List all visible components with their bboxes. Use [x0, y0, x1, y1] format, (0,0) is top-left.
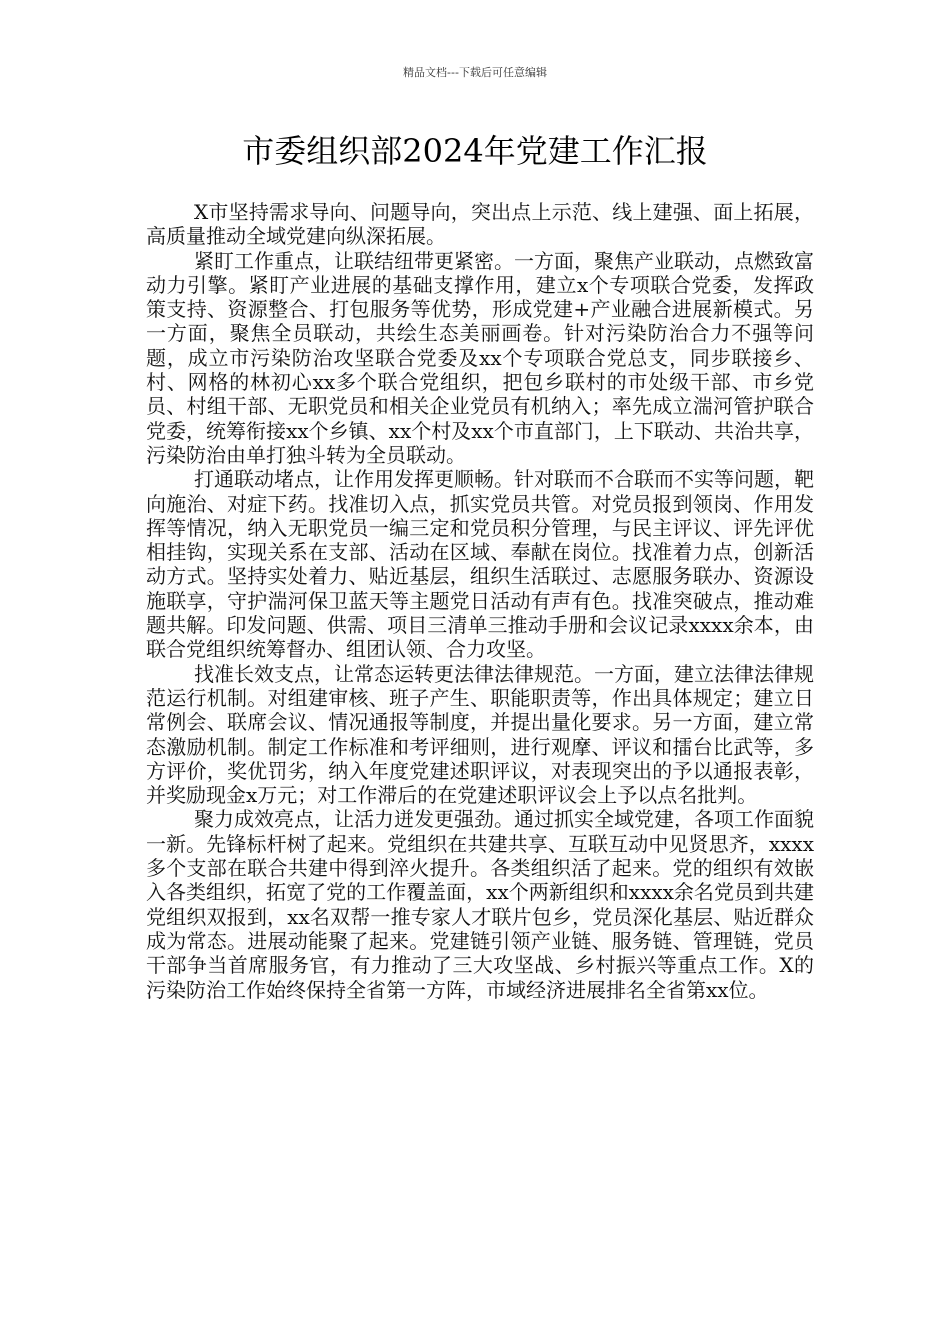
document-body: [146, 200, 814, 1002]
paragraph-intro: X市坚持需求导向、问题导向，突出点上示范、线上建强、面上拓展，高质量推动全域党建向纵深拓展。: [146, 200, 814, 249]
document-title: 市委组织部2024年党建工作汇报: [242, 132, 708, 170]
paragraph-linkage: 紧盯工作重点，让联结纽带更紧密。一方面，聚焦产业联动，点燃致富动力引擎。紧盯产业进展的基础支撑作用，建立x个专项联合党委，发挥政策支持、资源整合、打包服务等优势，形成党建+产业融合进展新模式。另一方面，聚焦全员联动，共绘生态美丽画卷。针对污染防治合力不强等问题，成立市污染防治攻坚联合党委及xx个专项联合党总支，同步联接乡、村、网格的林初心xx多个联合党组织，把包乡联村的市处级干部、市乡党员、村组干部、无职党员和相关企业党员有机纳入；率先成立湍河管护联合党委，统筹衔接xx个乡镇、xx个村及xx个市直部门，上下联动、共治共享，污染防治由单打独斗转为全员联动。: [146, 248, 814, 467]
paragraph-results: 聚力成效亮点，让活力迸发更强劲。通过抓实全域党建，各项工作面貌一新。先锋标杆树了起来。党组织在共建共享、互联互动中见贤思齐，xxxx多个支部在联合共建中得到淬火提升。各类组织活了起来。党的组织有效嵌入各类组织，拓宽了党的工作覆盖面，xx个两新组织和xxxx余名党员到共建党组织双报到，xx名双帮一推专家人才联片包乡，党员深化基层、贴近群众成为常态。进展动能聚了起来。党建链引领产业链、服务链、管理链，党员干部争当首席服务官，有力推动了三大攻坚战、乡村振兴等重点工作。X的污染防治工作始终保持全省第一方阵，市域经济进展排名全省第xx位。: [146, 807, 814, 1002]
paragraph-mechanism: 找准长效支点，让常态运转更法律法律规范。一方面，建立法律法律规范运行机制。对组建审核、班子产生、职能职责等，作出具体规定；建立日常例会、联席会议、情况通报等制度，并提出量化要求。另一方面，建立常态激励机制。制定工作标准和考评细则，进行观摩、评议和擂台比武等，多方评价，奖优罚劣，纳入年度党建述职评议，对表现突出的予以通报表彰，并奖励现金x万元；对工作滞后的在党建述职评议会上予以点名批判。: [146, 661, 814, 808]
paragraph-blockage: 打通联动堵点，让作用发挥更顺畅。针对联而不合联而不实等问题，靶向施治、对症下药。找准切入点，抓实党员共管。对党员报到领岗、作用发挥等情况，纳入无职党员一编三定和党员积分管理，与民主评议、评先评优相挂钩，实现关系在支部、活动在区域、奉献在岗位。找准着力点，创新活动方式。坚持实处着力、贴近基层，组织生活联过、志愿服务联办、资源设施联享，守护湍河保卫蓝天等主题党日活动有声有色。找准突破点，推动难题共解。印发问题、供需、项目三清单三推动手册和会议记录xxxx余本，由联合党组织统筹督办、组团认领、合力攻坚。: [146, 467, 814, 662]
header-note: 精品文档---下载后可任意编辑: [403, 66, 547, 79]
